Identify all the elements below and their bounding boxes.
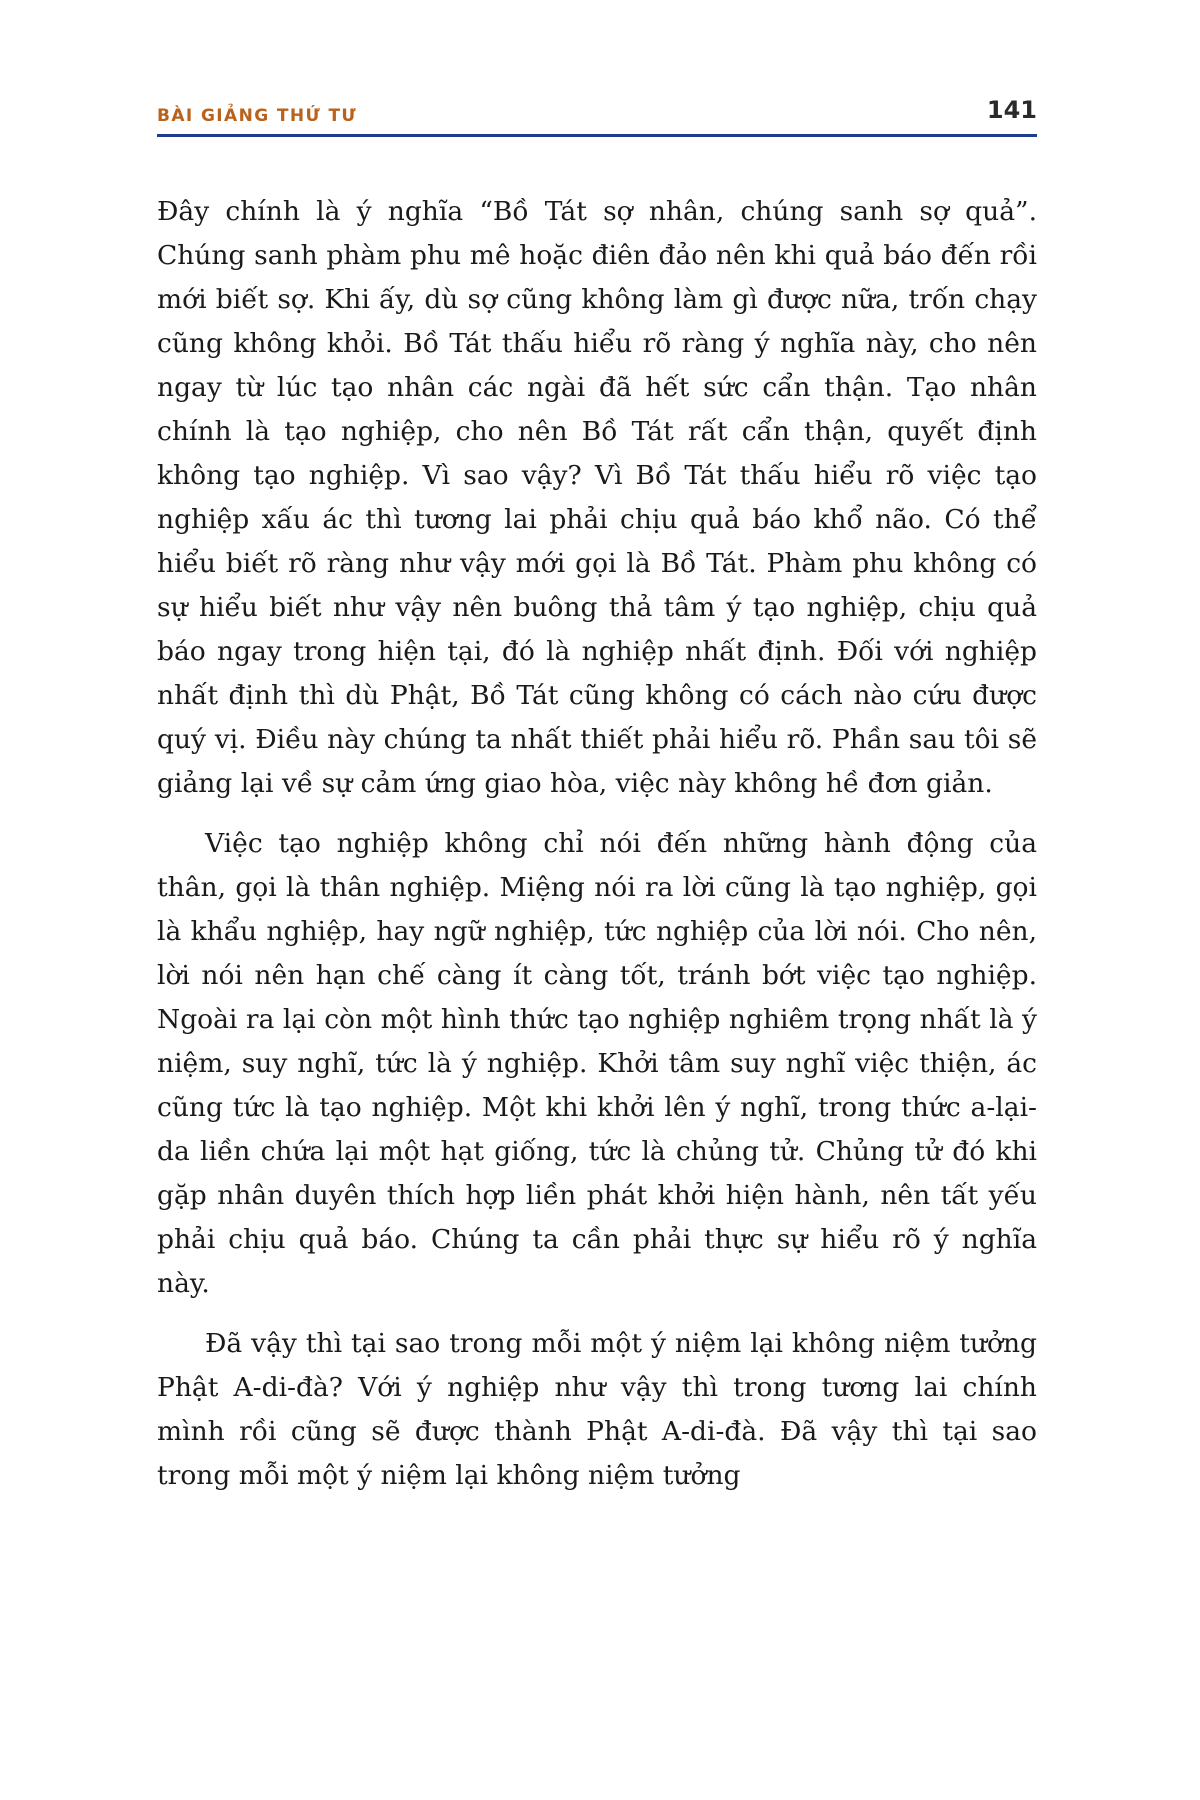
paragraph-1: Đây chính là ý nghĩa “Bồ Tát sợ nhân, chúng sanh sợ quả”. Chúng sanh phàm phu mê hoặc điên đảo nên khi quả báo đến rồi mới biết sợ. Khi ấy, dù sợ cũng không làm gì được nữa, trốn chạy cũng không khỏi. Bồ Tát thấu hiểu rõ ràng ý nghĩa này, cho nên ngay từ lúc tạo nhân các ngài đã hết sức cẩn thận. Tạo nhân chính là tạo nghiệp, cho nên Bồ Tát rất cẩn thận, quyết định không tạo nghiệp. Vì sao vậy? Vì Bồ Tát thấu hiểu rõ việc tạo nghiệp xấu ác thì tương lai phải chịu quả báo khổ não. Có thể hiểu biết rõ ràng như vậy mới gọi là Bồ Tát. Phàm phu không có sự hiểu biết như vậy nên buông thả tâm ý tạo nghiệp, chịu quả báo ngay trong hiện tại, đó là nghiệp nhất định. Đối với nghiệp nhất định thì dù Phật, Bồ Tát cũng không có cách nào cứu được quý vị. Điều này chúng ta nhất thiết phải hiểu rõ. Phần sau tôi sẽ giảng lại về sự cảm ứng giao hòa, việc này không hề đơn giản. (157, 196, 1037, 799)
body-text (157, 190, 1037, 1514)
paragraph-3: Đã vậy thì tại sao trong mỗi một ý niệm lại không niệm tưởng Phật A-di-đà? Với ý nghiệp như vậy thì trong tương lai chính mình rồi cũng sẽ được thành Phật A-di-đà. Đã vậy thì tại sao trong mỗi một ý niệm lại không niệm tưởng (157, 1328, 1037, 1491)
header-rule (157, 134, 1037, 137)
section-title: BÀI GIẢNG THỨ TƯ (157, 106, 358, 126)
paragraph-2: Việc tạo nghiệp không chỉ nói đến những hành động của thân, gọi là thân nghiệp. Miệng nói ra lời cũng là tạo nghiệp, gọi là khẩu nghiệp, hay ngữ nghiệp, tức nghiệp của lời nói. Cho nên, lời nói nên hạn chế càng ít càng tốt, tránh bớt việc tạo nghiệp. Ngoài ra lại còn một hình thức tạo nghiệp nghiêm trọng nhất là ý niệm, suy nghĩ, tức là ý nghiệp. Khởi tâm suy nghĩ việc thiện, ác cũng tức là tạo nghiệp. Một khi khởi lên ý nghĩ, trong thức a-lại-da liền chứa lại một hạt giống, tức là chủng tử. Chủng tử đó khi gặp nhân duyên thích hợp liền phát khởi hiện hành, nên tất yếu phải chịu quả báo. Chúng ta cần phải thực sự hiểu rõ ý nghĩa này. (157, 828, 1037, 1299)
page-number: 141 (986, 96, 1037, 124)
running-head (157, 96, 1037, 136)
